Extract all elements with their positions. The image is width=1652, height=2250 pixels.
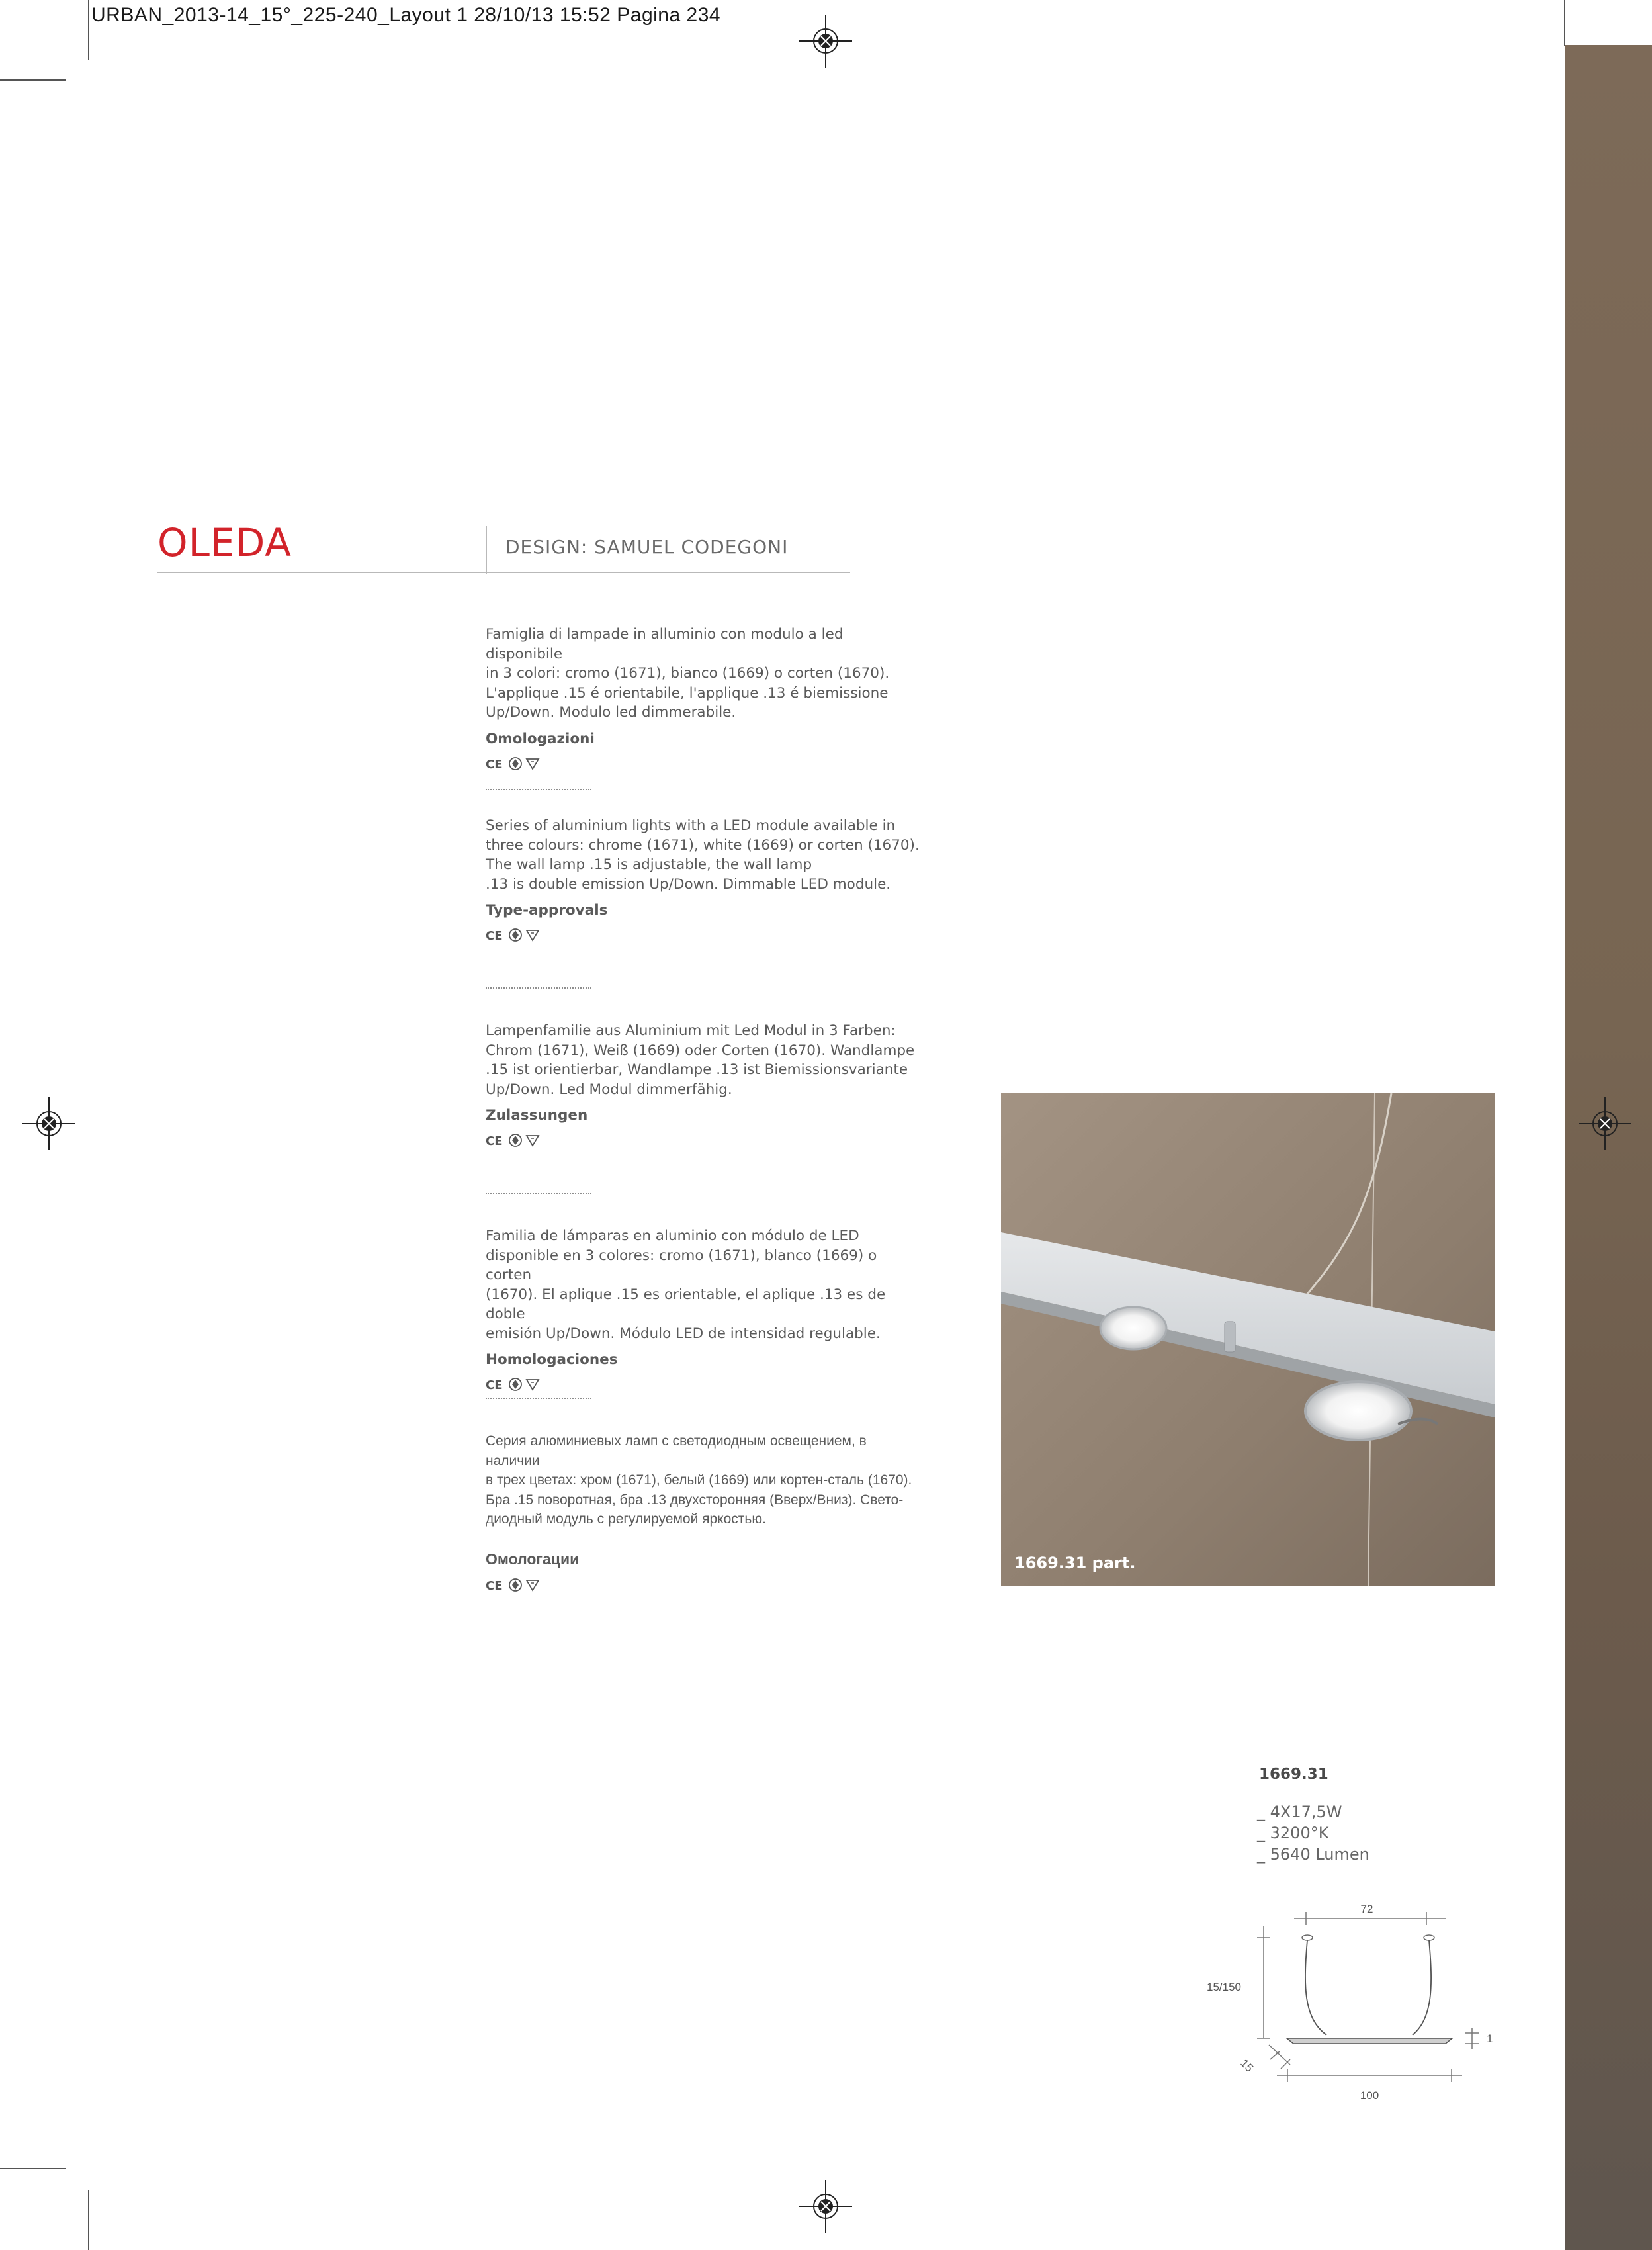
ce-mark-icon — [486, 1377, 505, 1392]
section-divider — [486, 789, 591, 790]
certification-marks — [486, 1374, 922, 1394]
spec-lumen: _ 5640 Lumen — [1257, 1845, 1369, 1864]
f-mark-triangle-icon — [525, 1578, 540, 1592]
approvals-label: Zulassungen — [486, 1107, 588, 1124]
enec-mark-icon — [508, 928, 523, 942]
crop-mark — [0, 79, 66, 81]
ce-mark-icon — [486, 1133, 505, 1148]
description-en — [486, 816, 922, 945]
svg-text:CE: CE — [486, 929, 503, 942]
product-code: 1669.31 — [1259, 1766, 1328, 1783]
description-text: Lampenfamilie aus Aluminium mit Led Modul in 3 Farben: Chrom (1671), Weiß (1669) oder Corten (1670). Wandlampe .15 ist orientierbar, Wandlampe .13 ist Biemissionsvariante Up/Down. Led Modul dimmerfähig. — [486, 1022, 915, 1098]
dimension-drawing — [1191, 1886, 1508, 2111]
dim-length: 100 — [1360, 2089, 1379, 2102]
enec-mark-icon — [508, 756, 523, 771]
photo-caption: 1669.31 part. — [1014, 1554, 1136, 1572]
approvals-label: Type-approvals — [486, 902, 608, 919]
ce-mark-icon — [486, 756, 505, 771]
f-mark-triangle-icon — [525, 928, 540, 942]
description-es — [486, 1226, 922, 1394]
registration-mark-left-icon — [22, 1097, 75, 1150]
dim-thickness: 1 — [1487, 2032, 1493, 2045]
ce-mark-icon — [486, 1578, 505, 1592]
crop-mark — [88, 2190, 89, 2250]
description-it — [486, 625, 922, 774]
product-photo — [1001, 1093, 1495, 1586]
certification-marks — [486, 754, 922, 774]
svg-text:CE: CE — [486, 757, 503, 771]
approvals-label: Омологации — [486, 1550, 580, 1568]
registration-mark-top-icon — [799, 15, 852, 68]
title-rule — [157, 572, 850, 573]
spec-power: _ 4X17,5W — [1257, 1803, 1342, 1821]
registration-mark-bottom-icon — [799, 2180, 852, 2233]
section-divider — [486, 1398, 591, 1399]
product-title: OLEDA — [157, 520, 292, 565]
f-mark-triangle-icon — [525, 1377, 540, 1392]
certification-marks — [486, 1130, 922, 1150]
enec-mark-icon — [508, 1133, 523, 1148]
crop-mark — [0, 2168, 66, 2169]
dim-top: 72 — [1360, 1903, 1373, 1915]
lamp-detail-illustration — [1001, 1093, 1495, 1586]
f-mark-triangle-icon — [525, 1133, 540, 1148]
f-mark-triangle-icon — [525, 756, 540, 771]
dim-height: 15/150 — [1207, 1981, 1241, 1993]
registration-mark-right-icon — [1579, 1097, 1631, 1150]
dim-depth: 15 — [1238, 2056, 1256, 2075]
section-divider — [486, 987, 591, 989]
description-ru — [486, 1431, 922, 1595]
description-text: Famiglia di lampade in alluminio con modulo a led disponibile in 3 colori: cromo (1671), bianco (1669) o corten (1670). L'applique .15 é orientabile, l'applique .13 é biemissione Up/Down. Modulo led dimmerabile. — [486, 626, 890, 721]
spec-color-temperature: _ 3200°K — [1257, 1824, 1329, 1842]
certification-marks — [486, 1575, 922, 1595]
description-text: Familia de lámparas en aluminio con módulo de LED disponible en 3 colores: cromo (1671), blanco (1669) o corten (1670). El aplique .15 es orientable, el aplique .13 es de doble emisión Up/Down. Módulo LED de intensidad regulable. — [486, 1228, 886, 1342]
enec-mark-icon — [508, 1578, 523, 1592]
svg-text:CE: CE — [486, 1578, 503, 1592]
ce-mark-icon — [486, 928, 505, 942]
approvals-label: Homologaciones — [486, 1351, 618, 1368]
svg-text:CE: CE — [486, 1378, 503, 1392]
crop-mark — [1564, 0, 1565, 46]
enec-mark-icon — [508, 1377, 523, 1392]
description-de — [486, 1021, 922, 1150]
print-slug: URBAN_2013-14_15°_225-240_Layout 1 28/10/13 15:52 Pagina 234 — [91, 4, 721, 26]
crop-mark — [88, 0, 89, 60]
approvals-label: Omologazioni — [486, 730, 595, 747]
svg-text:CE: CE — [486, 1134, 503, 1148]
description-text: Серия алюминиевых ламп с светодиодным освещением, в наличии в трех цветах: хром (1671), белый (1669) или кортен-сталь (1670). Бра .15 поворотная, бра .13 двухсторонняя (Вверх/Вниз). Свето- диодный модуль с регулируемой яркостью. — [486, 1433, 912, 1527]
certification-marks — [486, 925, 922, 945]
title-divider — [486, 526, 487, 574]
section-divider — [486, 1193, 591, 1194]
description-text: Series of aluminium lights with a LED module available in three colours: chrome (1671), white (1669) or corten (1670). The wall lamp .15 is adjustable, the wall lamp .13 is double emission Up/Down. Dimmable LED module. — [486, 817, 920, 893]
designer-credit: DESIGN: SAMUEL CODEGONI — [505, 536, 789, 558]
